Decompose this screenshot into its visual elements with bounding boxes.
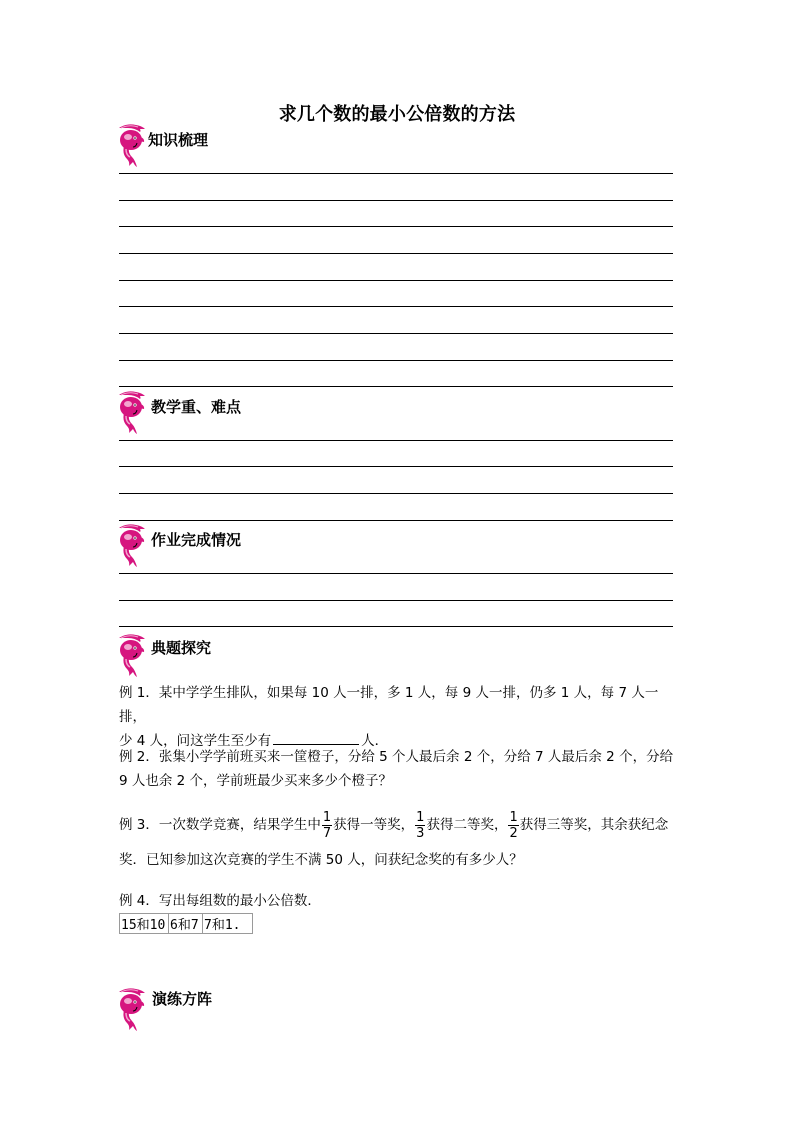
dolphin-icon [116,632,146,678]
writing-line [119,440,673,441]
writing-line [119,626,673,627]
writing-line [119,173,673,174]
writing-line [119,573,673,574]
writing-line [119,466,673,467]
writing-line [119,226,673,227]
example-3-text: 例 3．一次数学竞赛，结果学生中 [119,817,321,833]
denominator: 3 [416,825,425,841]
dolphin-icon [116,389,146,435]
table-cell: 7和1. [203,914,253,934]
example-4-prompt: 例 4．写出每组数的最小公倍数． [119,893,321,909]
writing-line [119,253,673,254]
page-title: 求几个数的最小公倍数的方法 [278,104,516,125]
writing-line [119,200,673,201]
denominator: 2 [509,825,518,841]
example-3-text: 获得二等奖， [426,817,508,833]
table-cell: 15和10 [120,914,169,934]
section-heading-practice: 演练方阵 [152,990,213,1008]
numerator: 1 [322,809,332,825]
section-heading-examples: 典题探究 [151,639,212,657]
writing-line [119,493,673,494]
writing-line [119,306,673,307]
answer-blank[interactable] [273,730,359,745]
writing-line [119,333,673,334]
example-4-table [119,913,253,934]
writing-line [119,360,673,361]
writing-line [119,520,673,521]
fraction-one-third [415,810,425,841]
writing-line [119,600,673,601]
dolphin-icon [116,122,146,168]
example-3-text: 获得一等奖， [333,817,415,833]
section-heading-key-points: 教学重、难点 [151,398,242,416]
example-1-line-1: 例 1．某中学学生排队，如果每 10 人一排，多 1 人，每 9 人一排，仍多 1 人，每 7 人一排， [119,685,659,725]
fraction-one-half [508,810,518,841]
numerator: 1 [509,809,518,825]
section-heading-knowledge: 知识梳理 [148,131,209,149]
example-2-line-2: 9 人也余 2 个，学前班最少买来多少个橙子？ [119,773,393,789]
example-1-text: 少 4 人，问这学生至少有 [119,733,272,749]
example-3-line-2: 奖．已知参加这次竞赛的学生不满 50 人，问获纪念奖的有多少人？ [119,852,523,868]
example-3-line-1 [119,806,675,844]
writing-line [119,280,673,281]
example-1 [119,681,675,753]
table-cell: 6和7 [169,914,203,934]
example-1-text-end: 人． [361,733,389,749]
example-2 [119,745,675,793]
example-2-line-1: 例 2．张集小学学前班买来一筐橙子，分给 5 个人最后余 2 个，分给 7 人最后余 2 个，分给 [119,749,674,765]
example-3 [119,806,675,844]
numerator: 1 [416,809,425,825]
fraction-one-seventh [322,810,332,841]
denominator: 7 [322,825,332,841]
dolphin-icon [116,522,146,568]
section-heading-homework: 作业完成情况 [151,531,242,549]
dolphin-icon [116,986,146,1032]
writing-line [119,386,673,387]
example-3-text: 获得三等奖，其余获纪念 [519,817,669,833]
